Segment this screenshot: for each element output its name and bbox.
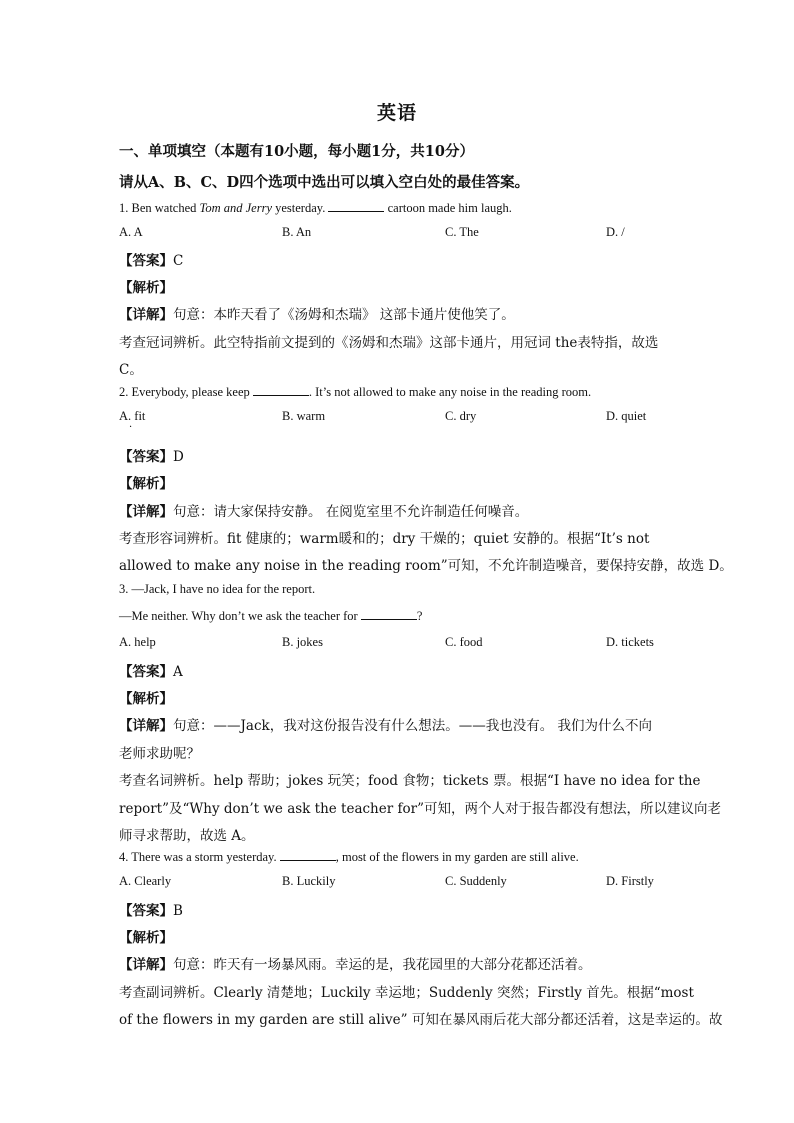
q4-detail-text: 句意：昨天有一场暴风雨。幸运的是，我花园里的大部分花都还活着。 [173, 957, 592, 973]
q4-analysis-label: 【解析】 [119, 930, 173, 946]
q3-blank [361, 618, 417, 620]
q2-text-post: . It’s not allowed to make any noise in the reading room. [308, 385, 592, 399]
q2-option-d: D. quiet [606, 409, 647, 423]
q1-analysis-label: 【解析】 [119, 280, 173, 296]
q2-option-c: C. dry [445, 409, 477, 423]
question-4 [119, 850, 579, 865]
q1-option-c: C. The [445, 225, 479, 239]
stray-dot: · [129, 422, 133, 433]
q4-option-b: B. Luckily [282, 874, 336, 888]
q4-detail: 【详解】句意：昨天有一场暴风雨。幸运的是，我花园里的大部分花都还活着。 [119, 957, 592, 973]
q1-detail [119, 303, 515, 323]
q1-text-post: cartoon made him laugh. [384, 201, 512, 215]
q1-option-a: A. A [119, 225, 143, 239]
q2-option-a: A. fit [119, 409, 146, 423]
q1-answer [119, 249, 183, 269]
q4-answer-value: B [173, 903, 183, 919]
q2-blank [253, 394, 309, 396]
q1-answer-value: C [173, 253, 184, 269]
q4-explain-line-1: 考查副词辨析。Clearly 清楚地；Luckily 幸运地；Suddenly 突然；Firstly 首先。根据“most [119, 985, 694, 1001]
section-heading: 一、单项填空（本题有10小题，每小题1分，共10分） [119, 143, 474, 160]
q2-option-b: B. warm [282, 409, 326, 423]
q4-text-post: , most of the flowers in my garden are still alive. [335, 850, 579, 864]
detail-label: 【详解】 [119, 307, 173, 323]
answer-label: 【答案】 [119, 253, 173, 269]
q4-option-c: C. Suddenly [445, 874, 507, 888]
q3-explain-line-1: 考查名词辨析。help 帮助；jokes 玩笑；food 食物；tickets 票。根据“I have no idea for the [119, 773, 701, 789]
q1-explain-line-2: C。 [119, 362, 143, 378]
q4-text-pre: 4. There was a storm yesterday. [119, 850, 280, 864]
q4-option-a: A. Clearly [119, 874, 172, 888]
q3-option-c: C. food [445, 635, 483, 649]
q4-blank [280, 859, 336, 861]
q3-detail: 【详解】句意：——Jack，我对这份报告没有什么想法。——我也没有。 我们为什么不向 [119, 718, 652, 734]
q1-explain-line-1: 考查冠词辨析。此空特指前文提到的《汤姆和杰瑞》这部卡通片，用冠词 the表特指，故选 [119, 335, 659, 351]
q3-option-b: B. jokes [282, 635, 323, 649]
q4-option-d: D. Firstly [606, 874, 654, 888]
q2-detail: 【详解】句意：请大家保持安静。 在阅览室里不允许制造任何噪音。 [119, 504, 529, 520]
question-3-line-1: 3. —Jack, I have no idea for the report. [119, 582, 316, 596]
q1-text-mid: yesterday. [272, 201, 329, 215]
question-2 [119, 385, 591, 400]
q2-text-pre: 2. Everybody, please keep [119, 385, 253, 399]
q3-explain-line-3: 师寻求帮助，故选 A。 [119, 828, 255, 844]
q3-answer: 【答案】A [119, 664, 183, 680]
q3-detail-line-2: 老师求助呢？ [119, 746, 200, 762]
q1-text-pre: 1. Ben watched [119, 201, 200, 215]
q2-analysis-label: 【解析】 [119, 476, 173, 492]
question-1 [119, 201, 512, 216]
q1-option-d: D. / [606, 225, 625, 239]
q3-option-d: D. tickets [606, 635, 654, 649]
q1-option-b: B. An [282, 225, 312, 239]
page-title: 英语 [376, 102, 417, 124]
q2-answer-value: D [173, 449, 184, 465]
q3-explain-line-2: report”及“Why don’t we ask the teacher for”可知，两个人对于报告都没有想法，所以建议向老 [119, 801, 721, 817]
q3-option-a: A. help [119, 635, 156, 649]
question-3-line-2 [119, 609, 422, 624]
q2-explain-line-1: 考查形容词辨析。fit 健康的；warm暖和的；dry 干燥的；quiet 安静的。根据“It’s not [119, 531, 650, 547]
q2-explain-line-2: allowed to make any noise in the reading room”可知，不允许制造噪音，要保持安静，故选 D。 [119, 558, 733, 574]
q3-text-pre: —Me neither. Why don’t we ask the teacher for [119, 609, 361, 623]
q3-text-post: ? [416, 609, 423, 623]
q3-analysis-label: 【解析】 [119, 691, 173, 707]
q1-italic-title: Tom and Jerry [199, 201, 272, 215]
q3-detail-text: 句意：——Jack，我对这份报告没有什么想法。——我也没有。 我们为什么不向 [173, 718, 652, 734]
q1-detail-text: 句意：本昨天看了《汤姆和杰瑞》 这部卡通片使他笑了。 [173, 307, 515, 323]
q2-answer: 【答案】D [119, 449, 184, 465]
q3-answer-value: A [173, 664, 183, 680]
q2-detail-text: 句意：请大家保持安静。 在阅览室里不允许制造任何噪音。 [173, 504, 529, 520]
q4-explain-line-2: of the flowers in my garden are still alive” 可知在暴风雨后花大部分都还活着，这是幸运的。故 [119, 1012, 723, 1028]
q4-answer: 【答案】B [119, 903, 183, 919]
section-instruction: 请从A、B、C、D四个选项中选出可以填入空白处的最佳答案。 [119, 174, 530, 191]
q1-blank [328, 210, 384, 212]
